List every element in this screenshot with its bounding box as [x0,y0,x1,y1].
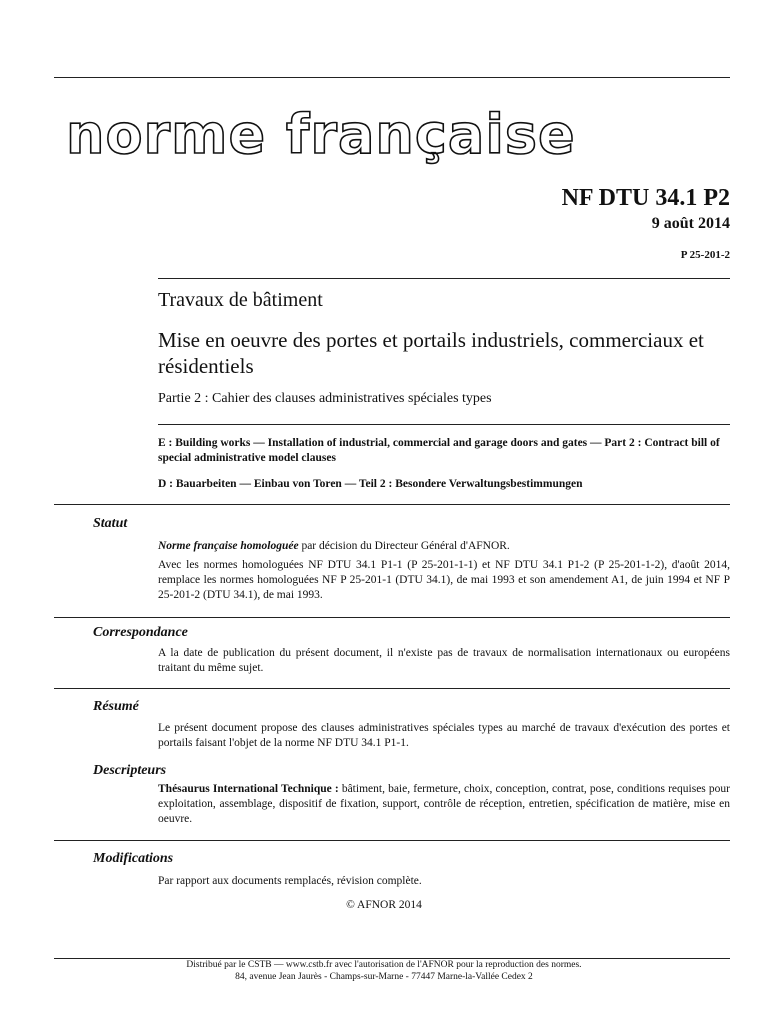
title-rule [158,278,730,279]
descripteurs-body: bâtiment, baie, fermeture, choix, conception, contrat, pose, conditions requises pour exploitation, assemblage, dispositif de fixation, support, contrôle de réception, entretien, spécification de matière, mise en oeuvre. [158,783,730,825]
section-label-resume: Résumé [93,699,139,714]
section-body-statut [158,539,730,607]
part-rule [158,424,730,425]
statut-lead-italic: Norme française homologuée [158,540,299,552]
standard-date: 9 août 2014 [651,215,730,232]
top-rule [54,77,730,78]
section-label-descripteurs: Descripteurs [93,763,167,778]
footer-line-2: 84, avenue Jean Jaurès - Champs-sur-Marne - 77447 Marne-la-Vallée Cedex 2 [235,972,533,982]
section-body-resume: Le présent document propose des clauses administratives spéciales types au marché de travaux d'exécution des portes et portails faisant l'objet de la norme NF DTU 34.1 P1-1. [158,722,730,749]
statut-lead-rest: par décision du Directeur Général d'AFNOR. [298,540,510,552]
section-body-correspondance: A la date de publication du présent document, il n'existe pas de travaux de normalisation internationaux ou européens traitant du même sujet. [158,647,730,674]
modifications-rule [54,840,730,841]
english-title: E : Building works — Installation of industrial, commercial and garage doors and gates — Part 2 : Contract bill of special administrative model clauses [158,437,720,464]
section-label-modifications: Modifications [93,851,174,866]
resume-rule [54,688,730,689]
statut-body: Avec les normes homologuées NF DTU 34.1 P1-1 (P 25-201-1-1) et NF DTU 34.1 P1-2 (P 25-201-1-2), d'août 2014, remplace les normes homologuées NF P 25-201-1 (DTU 34.1), de mai 1993 et son amendement A1, de juin 1994 et NF P 25-201-2 (DTU 34.1), de mai 1993. [158,559,730,601]
copyright: © AFNOR 2014 [346,899,422,911]
statut-lead [158,539,730,554]
section-label-correspondance: Correspondance [93,625,188,640]
german-title: D : Bauarbeiten — Einbau von Toren — Teil 2 : Besondere Verwaltungsbestimmungen [158,478,583,490]
document-title: Mise en oeuvre des portes et portails industriels, commerciaux et résidentiels [158,328,704,378]
statut-rule [54,504,730,505]
brand-title: norme française [66,103,576,166]
document-part: Partie 2 : Cahier des clauses administratives spéciales types [158,391,492,406]
correspondance-rule [54,617,730,618]
section-label-statut: Statut [93,516,128,531]
footer [0,959,768,983]
standard-id: NF DTU 34.1 P2 [561,185,730,211]
descripteurs-lead: Thésaurus International Technique : [158,783,339,795]
footer-line-1: Distribué par le CSTB — www.cstb.fr avec l'autorisation de l'AFNOR pour la reproduction des normes. [186,960,582,970]
section-body-modifications: Par rapport aux documents remplacés, révision complète. [158,875,422,887]
section-body-descripteurs [158,782,730,827]
standard-reference: P 25-201-2 [680,249,730,261]
document-domain: Travaux de bâtiment [158,289,323,311]
